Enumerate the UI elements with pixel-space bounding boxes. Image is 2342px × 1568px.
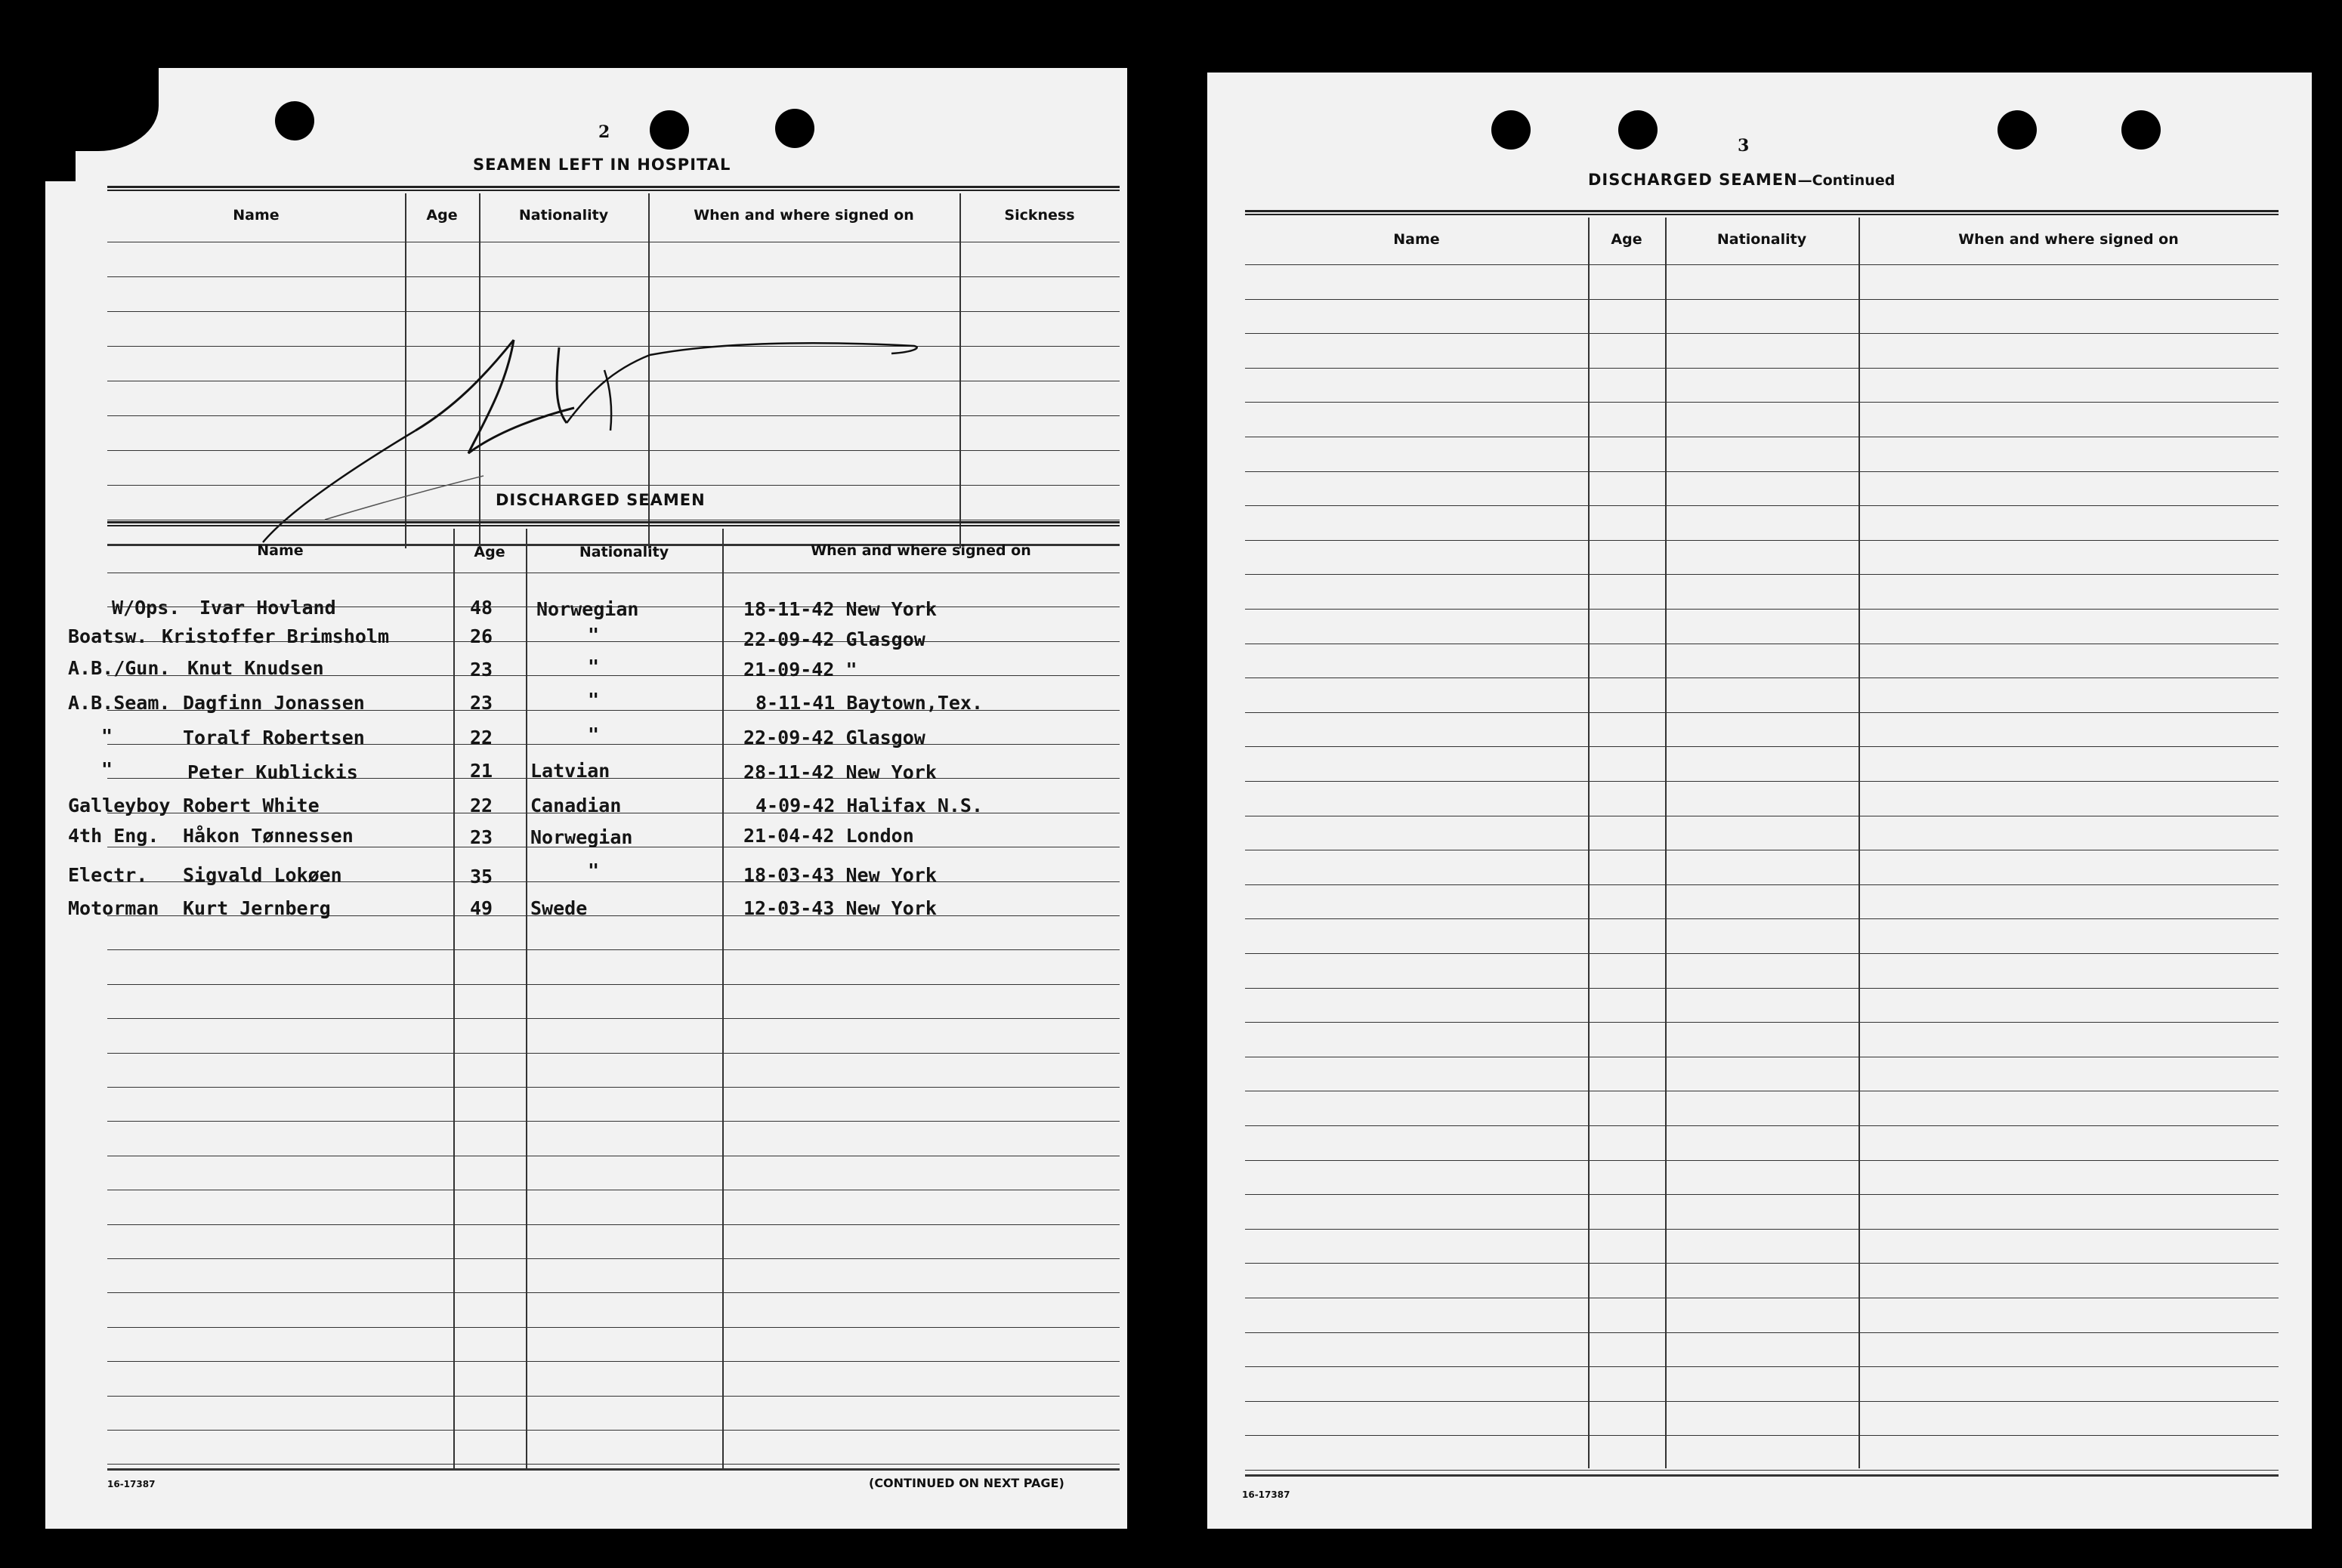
- crew-nationality: ": [588, 860, 600, 881]
- crew-signed-on: 22-09-42 Glasgow: [743, 727, 925, 749]
- row-rule: [107, 1292, 1120, 1293]
- col-head-name: Name: [233, 207, 280, 224]
- row-rule: [1245, 1194, 2279, 1195]
- crew-name: Robert White: [183, 795, 320, 816]
- table-top-rule: [1245, 210, 2279, 215]
- row-rule: [1245, 884, 2279, 885]
- torn-edge: [45, 68, 76, 181]
- column-divider: [1858, 218, 1860, 1468]
- row-rule: [1245, 988, 2279, 989]
- crew-name: Sigvald Lokøen: [183, 864, 342, 886]
- row-rule: [1245, 1435, 2279, 1436]
- crew-nationality: ": [588, 689, 600, 711]
- row-rule: [1245, 574, 2279, 575]
- row-rule: [1245, 264, 2279, 265]
- col-head-nationality: Nationality: [518, 207, 609, 224]
- crew-age: 23: [470, 659, 493, 681]
- row-rule: [1245, 368, 2279, 369]
- row-rule: [1245, 1332, 2279, 1333]
- column-divider: [1588, 218, 1590, 1468]
- crew-signed-on: 4-09-42 Halifax N.S.: [755, 795, 984, 816]
- row-rule: [1245, 1470, 2279, 1471]
- row-rule: [107, 1053, 1120, 1054]
- column-divider: [722, 529, 724, 1470]
- crew-age: 35: [470, 866, 493, 887]
- crew-rank: Galleyboy: [68, 795, 171, 816]
- punch-hole: [1997, 110, 2037, 150]
- continued-note: (CONTINUED ON NEXT PAGE): [869, 1476, 1064, 1490]
- crew-age: 48: [470, 597, 493, 619]
- row-rule: [1245, 1125, 2279, 1126]
- page-number: 2: [598, 122, 610, 142]
- crew-signed-on: 18-03-43 New York: [743, 864, 937, 886]
- crew-rank: 4th Eng.: [68, 825, 159, 847]
- crew-nationality: Canadian: [530, 795, 622, 816]
- col-head-name: Name: [1393, 231, 1440, 248]
- col-head-name: Name: [257, 542, 304, 559]
- crew-age: 49: [470, 897, 493, 919]
- row-rule: [107, 1018, 1120, 1019]
- crew-nationality: Norwegian: [530, 826, 633, 848]
- row-rule: [1245, 609, 2279, 610]
- crew-rank: W/Ops.: [112, 597, 181, 619]
- crew-rank: ": [101, 725, 113, 747]
- punch-hole: [650, 110, 689, 150]
- crew-signed-on: 8-11-41 Baytown,Tex.: [755, 692, 984, 714]
- row-rule: [107, 1430, 1120, 1431]
- crew-name: Dagfinn Jonassen: [183, 692, 365, 714]
- left-page: [45, 68, 1127, 1529]
- crew-age: 22: [470, 727, 493, 749]
- row-rule: [1245, 1366, 2279, 1367]
- row-rule: [1245, 402, 2279, 403]
- col-head-age: Age: [474, 544, 505, 560]
- crew-nationality: ": [588, 656, 600, 678]
- signature-mark: [257, 257, 937, 559]
- crew-name: Håkon Tønnessen: [183, 825, 354, 847]
- table-top-rule: [107, 521, 1120, 526]
- row-rule: [107, 1087, 1120, 1088]
- col-head-signed-on: When and where signed on: [811, 542, 1031, 559]
- row-rule: [107, 1396, 1120, 1397]
- crew-name: Kurt Jernberg: [183, 897, 331, 919]
- crew-signed-on: 18-11-42 New York: [743, 598, 937, 620]
- crew-name: Kristoffer Brimsholm: [162, 625, 390, 647]
- row-rule: [1245, 505, 2279, 506]
- page-number: 3: [1738, 136, 1750, 156]
- crew-signed-on: 21-09-42 ": [743, 659, 857, 681]
- form-number: 16-17387: [107, 1479, 156, 1489]
- row-rule: [107, 1361, 1120, 1362]
- crew-nationality: Swede: [530, 897, 588, 919]
- crew-age: 23: [470, 826, 493, 848]
- discharged-continued-title: [1588, 171, 1895, 189]
- crew-rank: Electr.: [68, 864, 148, 886]
- crew-name: Peter Kublickis: [187, 761, 358, 783]
- row-rule: [107, 949, 1120, 950]
- punch-hole: [1491, 110, 1531, 150]
- col-head-nationality: Nationality: [579, 544, 669, 560]
- hospital-section-title: SEAMEN LEFT IN HOSPITAL: [473, 156, 731, 174]
- torn-gap: [1127, 68, 1207, 128]
- crew-nationality: ": [588, 624, 600, 646]
- table-bottom-rule: [107, 1468, 1120, 1471]
- row-rule: [107, 1258, 1120, 1259]
- col-head-signed-on: When and where signed on: [694, 207, 914, 224]
- crew-age: 26: [470, 625, 493, 647]
- crew-rank: ": [101, 758, 113, 780]
- punch-hole: [1618, 110, 1658, 150]
- row-rule: [107, 1121, 1120, 1122]
- table-top-rule: [107, 186, 1120, 191]
- crew-name: Knut Knudsen: [187, 657, 324, 679]
- crew-signed-on: 12-03-43 New York: [743, 897, 937, 919]
- crew-rank: A.B.Seam.: [68, 692, 171, 714]
- right-page: [1207, 73, 2312, 1529]
- row-rule: [1245, 1022, 2279, 1023]
- column-divider: [1665, 218, 1667, 1468]
- crew-age: 21: [470, 760, 493, 782]
- row-rule: [1245, 299, 2279, 300]
- row-rule: [107, 984, 1120, 985]
- row-rule: [1245, 1401, 2279, 1402]
- crew-age: 22: [470, 795, 493, 816]
- crew-rank: A.B./Gun.: [68, 657, 171, 679]
- row-rule: [107, 1327, 1120, 1328]
- crew-name: Ivar Hovland: [199, 597, 336, 619]
- col-head-age: Age: [426, 207, 458, 224]
- title-main: DISCHARGED SEAMEN: [1588, 171, 1798, 189]
- row-rule: [107, 1224, 1120, 1225]
- row-rule: [1245, 1263, 2279, 1264]
- column-divider: [526, 529, 527, 1470]
- row-rule: [1245, 471, 2279, 472]
- table-bottom-rule: [1245, 1474, 2279, 1477]
- row-rule: [1245, 746, 2279, 747]
- form-number: 16-17387: [1242, 1489, 1290, 1500]
- crew-rank: Motorman: [68, 897, 159, 919]
- col-head-age: Age: [1611, 231, 1642, 248]
- col-head-sickness: Sickness: [1004, 207, 1075, 224]
- column-divider: [453, 529, 455, 1470]
- row-rule: [1245, 1229, 2279, 1230]
- crew-name: Toralf Robertsen: [183, 727, 365, 749]
- punch-hole: [775, 109, 814, 148]
- row-rule: [1245, 781, 2279, 782]
- col-head-signed-on: When and where signed on: [1958, 231, 2179, 248]
- discharged-section-title: DISCHARGED SEAMEN: [496, 491, 706, 509]
- row-rule: [1245, 953, 2279, 954]
- col-head-nationality: Nationality: [1716, 231, 1807, 248]
- punch-hole: [2121, 110, 2161, 150]
- column-divider: [959, 193, 961, 548]
- row-rule: [107, 1464, 1120, 1465]
- crew-nationality: ": [588, 724, 600, 745]
- crew-signed-on: 28-11-42 New York: [743, 761, 937, 783]
- row-rule: [1245, 1160, 2279, 1161]
- crew-age: 23: [470, 692, 493, 714]
- crew-nationality: Latvian: [530, 760, 610, 782]
- row-rule: [1245, 918, 2279, 919]
- title-suffix: —Continued: [1797, 172, 1896, 189]
- crew-signed-on: 21-04-42 London: [743, 825, 914, 847]
- punch-hole: [275, 101, 314, 140]
- row-rule: [1245, 712, 2279, 713]
- crew-signed-on: 22-09-42 Glasgow: [743, 628, 925, 650]
- crew-rank: Boatsw.: [68, 625, 148, 647]
- row-rule: [1245, 333, 2279, 334]
- crew-nationality: Norwegian: [536, 598, 639, 620]
- row-rule: [1245, 540, 2279, 541]
